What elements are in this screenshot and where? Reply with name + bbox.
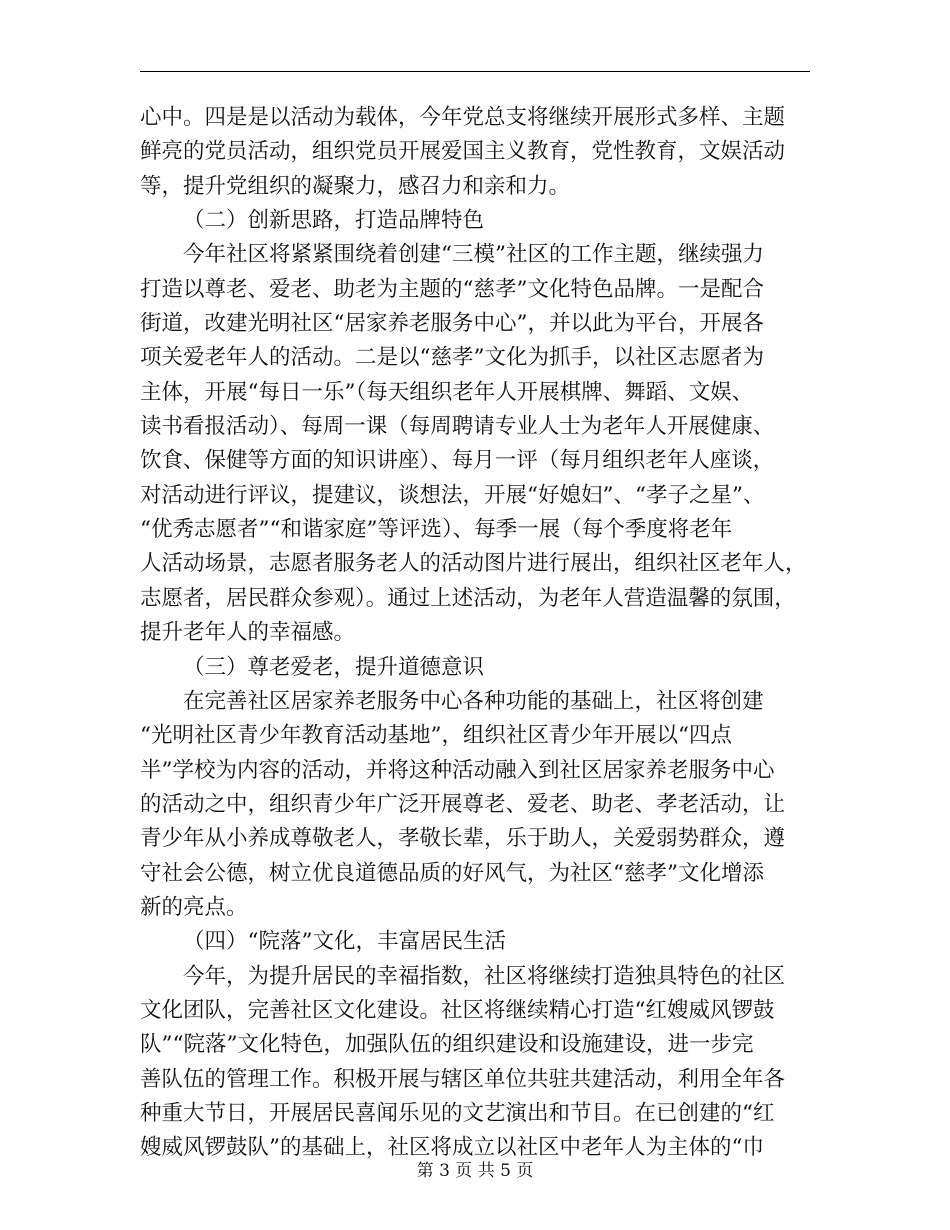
paragraph-line: 半”学校为内容的活动，并将这种活动融入到社区居家养老服务中心 [140, 757, 775, 783]
paragraph-line: 读书看报活动）、每周一课（每周聘请专业人士为老年人开展健康、 [140, 414, 775, 440]
paragraph-line: 守社会公德，树立优良道德品质的好风气，为社区“慈孝”文化增添 [140, 860, 764, 886]
paragraph-line: 队”“院落”文化特色，加强队伍的组织建设和设施建设，进一步完 [140, 1032, 754, 1058]
paragraph-line: 青少年从小养成尊敬老人，孝敬长辈，乐于助人，关爱弱势群众，遵 [140, 826, 786, 852]
paragraph-line: 志愿者，居民群众参观）。通过上述活动，为老年人营造温馨的氛围， [140, 585, 796, 611]
paragraph-line: 种重大节日，开展居民喜闻乐见的文艺演出和节目。在已创建的“红 [140, 1100, 775, 1126]
paragraph-line: 等，提升党组织的凝聚力，感召力和亲和力。 [140, 173, 571, 199]
paragraph-line: 嫂威风锣鼓队”的基础上，社区将成立以社区中老年人为主体的“巾 [140, 1135, 764, 1161]
paragraph-line: 对活动进行评议，提建议，谈想法，开展“好媳妇”、“孝子之星”、 [140, 482, 765, 508]
paragraph-line: 人活动场景，志愿者服务老人的活动图片进行展出，组织社区老年人， [140, 551, 807, 577]
paragraph-line: 文化团队，完善社区文化建设。社区将继续精心打造“红嫂威风锣鼓 [140, 997, 775, 1023]
page-footer: 第 3 页 共 5 页 [416, 1161, 534, 1181]
paragraph-line: “光明社区青少年教育活动基地”，组织社区青少年开展以“四点 [140, 723, 732, 749]
section-heading-4: （四）“院落”文化，丰富居民生活 [183, 929, 506, 955]
paragraph-line: 提升老年人的幸福感。 [140, 620, 356, 646]
paragraph-line: 打造以尊老、爱老、助老为主题的“慈孝”文化特色品牌。一是配合 [140, 276, 764, 302]
paragraph-line: 善队伍的管理工作。积极开展与辖区单位共驻共建活动，利用全年各 [140, 1066, 786, 1092]
section-heading-2: （二）创新思路，打造品牌特色 [183, 208, 485, 234]
paragraph-line: 的活动之中，组织青少年广泛开展尊老、爱老、助老、孝老活动，让 [140, 791, 786, 817]
paragraph-line: 新的亮点。 [140, 894, 248, 920]
paragraph-line: 街道，改建光明社区“居家养老服务中心”，并以此为平台，开展各 [140, 311, 764, 337]
paragraph-line: 主体，开展“每日一乐”（每天组织老年人开展棋牌、舞蹈、文娱、 [140, 379, 754, 405]
paragraph-line: 今年，为提升居民的幸福指数，社区将继续打造独具特色的社区 [183, 963, 786, 989]
paragraph-line: 今年社区将紧紧围绕着创建“三模”社区的工作主题，继续强力 [183, 242, 764, 268]
document-body [140, 101, 810, 1166]
paragraph-line: 鲜亮的党员活动，组织党员开展爱国主义教育，党性教育，文娱活动 [140, 139, 786, 165]
paragraph-line: “优秀志愿者”“和谐家庭”等评选）、每季一展（每个季度将老年 [140, 517, 733, 543]
section-heading-3: （三）尊老爱老，提升道德意识 [183, 654, 485, 680]
paragraph-line: 心中。四是是以活动为载体，今年党总支将继续开展形式多样、主题 [140, 105, 786, 130]
paragraph-line: 在完善社区居家养老服务中心各种功能的基础上，社区将创建 [183, 688, 764, 714]
header-rule [140, 71, 810, 72]
paragraph-line: 饮食、保健等方面的知识讲座）、每月一评（每月组织老年人座谈， [140, 448, 775, 474]
paragraph-line: 项关爱老年人的活动。二是以“慈孝”文化为抓手，以社区志愿者为 [140, 345, 764, 371]
